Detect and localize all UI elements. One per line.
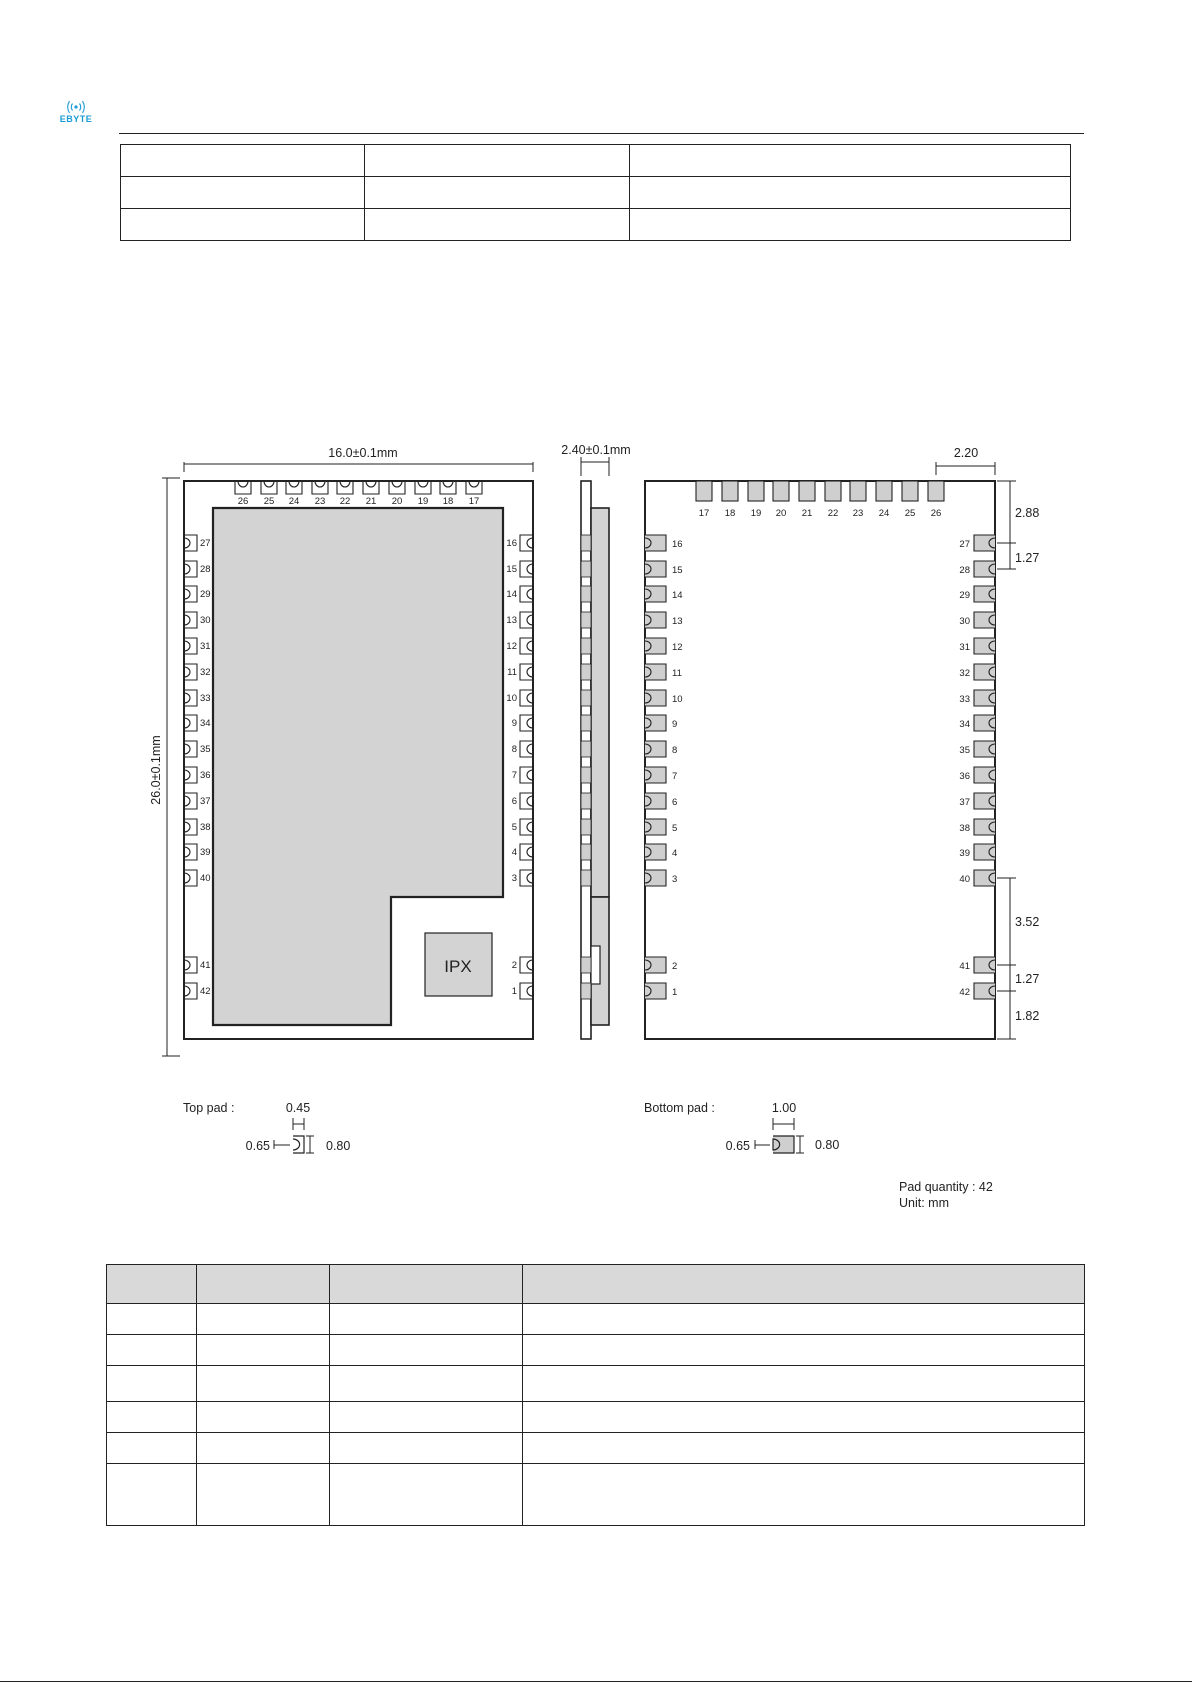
side-pad <box>581 844 591 860</box>
bottom-pad-height: 0.80 <box>815 1138 840 1152</box>
pin-label: 19 <box>750 508 762 519</box>
side-pad <box>581 535 591 551</box>
side-pad <box>581 715 591 731</box>
pin-label: 13 <box>506 615 517 626</box>
pin-label: 11 <box>507 667 517 678</box>
pin-label: 16 <box>672 539 683 550</box>
bottom-pad <box>902 481 918 501</box>
table-row <box>121 145 1071 177</box>
brand-name: EBYTE <box>59 114 93 124</box>
side-pad <box>581 664 591 680</box>
pin-label: 15 <box>672 565 683 576</box>
spec-table-top <box>120 144 1071 241</box>
pin-label: 20 <box>391 496 403 507</box>
bottom-right-pad <box>974 819 995 835</box>
side-pad <box>581 767 591 783</box>
pin-label: 17 <box>698 508 710 519</box>
pin-label: 39 <box>959 848 970 859</box>
bottom-pad <box>722 481 738 501</box>
edge-offset-dimension: 2.20 <box>953 446 979 460</box>
bottom-left-pad <box>645 664 666 680</box>
pin-label: 10 <box>506 693 517 704</box>
pin-label: 21 <box>801 508 813 519</box>
bottom-left-pad <box>645 715 666 731</box>
side-pad <box>581 957 591 973</box>
pin-label: 3 <box>672 874 678 885</box>
pitch-dimension: 1.27 <box>1015 551 1040 565</box>
pin-label: 9 <box>672 719 678 730</box>
module-dimension-drawing <box>0 430 1192 1220</box>
pin-label: 31 <box>959 642 970 653</box>
bottom-pad <box>696 481 712 501</box>
bottom-right-pad <box>974 767 995 783</box>
pin-label: 41 <box>200 960 211 971</box>
pin-label: 5 <box>511 822 517 833</box>
bottom-pad <box>850 481 866 501</box>
bottom-view <box>645 446 1039 1039</box>
bottom-left-pad <box>645 638 666 654</box>
bottom-pad <box>825 481 841 501</box>
table-row <box>107 1366 1085 1402</box>
bottom-right-pad <box>974 612 995 628</box>
pin-label: 9 <box>511 718 517 729</box>
side-pad <box>581 612 591 628</box>
bottom-pad-length: 0.65 <box>725 1139 750 1153</box>
pin-label: 42 <box>959 987 970 998</box>
bottom-right-pad <box>974 690 995 706</box>
top-view <box>149 446 533 1056</box>
table-row <box>107 1304 1085 1335</box>
pin-label: 34 <box>200 718 211 729</box>
pin-definition-table <box>106 1264 1085 1526</box>
top-offset-dimension: 2.88 <box>1015 506 1040 520</box>
pin-label: 31 <box>200 641 211 652</box>
pin-label: 28 <box>959 565 970 576</box>
pin-label: 14 <box>672 590 683 601</box>
pin-label: 29 <box>959 590 970 601</box>
bottom-pad <box>799 481 815 501</box>
bottom-right-pad <box>974 664 995 680</box>
bottom-left-pad <box>645 983 666 999</box>
pin-label: 6 <box>511 796 517 807</box>
footer-divider <box>0 1681 1192 1682</box>
pin-label: 35 <box>959 745 970 756</box>
top-pad-shape <box>293 1136 304 1153</box>
pin-label: 32 <box>200 667 211 678</box>
module-outline-bottom <box>645 481 995 1039</box>
pin-label: 38 <box>200 822 211 833</box>
pin-label: 14 <box>506 589 517 600</box>
table-row <box>121 209 1071 241</box>
side-pad <box>581 983 591 999</box>
pin-label: 22 <box>339 496 351 507</box>
pin-label: 28 <box>200 564 211 575</box>
pin-label: 40 <box>959 874 970 885</box>
table-row <box>107 1402 1085 1433</box>
pin-label: 25 <box>904 508 916 519</box>
pin-label: 37 <box>959 797 970 808</box>
pin-label: 12 <box>672 642 683 653</box>
height-dimension: 26.0±0.1mm <box>149 735 163 805</box>
pin-label: 8 <box>511 744 517 755</box>
ebyte-logo <box>52 100 100 128</box>
pin-label: 18 <box>442 496 454 507</box>
top-pad-width: 0.45 <box>285 1101 311 1115</box>
bottom-pad <box>773 481 789 501</box>
pin-label: 33 <box>200 693 211 704</box>
top-pad-label: Top pad : <box>183 1101 235 1115</box>
pin-label: 5 <box>672 823 678 834</box>
pin-label: 36 <box>959 771 970 782</box>
thickness-dimension: 2.40±0.1mm <box>561 443 631 457</box>
table-row <box>107 1464 1085 1526</box>
header-divider <box>119 133 1084 134</box>
pin-label: 20 <box>775 508 787 519</box>
bottom-left-pad <box>645 690 666 706</box>
pin-label: 37 <box>200 796 211 807</box>
pin-label: 2 <box>511 960 517 971</box>
pin-label: 27 <box>959 539 970 550</box>
bottom-right-pad <box>974 844 995 860</box>
pin-label: 34 <box>959 719 970 730</box>
bottom-left-pad <box>645 586 666 602</box>
side-pad <box>581 793 591 809</box>
table-row <box>107 1335 1085 1366</box>
side-pad <box>581 870 591 886</box>
pin-label: 23 <box>852 508 864 519</box>
pin-label: 10 <box>672 694 683 705</box>
pin-label: 18 <box>724 508 736 519</box>
shield-profile <box>591 508 609 897</box>
pin-label: 12 <box>506 641 517 652</box>
pin-label: 1 <box>672 987 678 998</box>
pin-label: 30 <box>200 615 211 626</box>
wireless-signal-icon <box>64 100 88 114</box>
pin-label: 2 <box>672 961 678 972</box>
pin-label: 36 <box>200 770 211 781</box>
pin-label: 7 <box>511 770 517 781</box>
pin-label: 29 <box>200 589 211 600</box>
bottom-left-pad <box>645 767 666 783</box>
gap-dimension: 3.52 <box>1015 915 1040 929</box>
pin-label: 17 <box>468 496 480 507</box>
side-pad <box>581 638 591 654</box>
bottom-left-pad <box>645 819 666 835</box>
bottom-left-pad <box>645 535 666 551</box>
bottom-left-pad <box>645 561 666 577</box>
pin-label: 35 <box>200 744 211 755</box>
bottom-pad <box>748 481 764 501</box>
bottom-right-pad <box>974 957 995 973</box>
side-pad <box>581 741 591 757</box>
pin-label: 22 <box>827 508 839 519</box>
table-header-row <box>107 1265 1085 1304</box>
bottom-offset-dimension: 1.82 <box>1015 1009 1040 1023</box>
pin-label: 26 <box>237 496 249 507</box>
pin-label: 41 <box>959 961 970 972</box>
pin-label: 38 <box>959 823 970 834</box>
pin-label: 25 <box>263 496 275 507</box>
bottom-right-pad <box>974 715 995 731</box>
width-dimension: 16.0±0.1mm <box>328 446 398 460</box>
pin-label: 19 <box>417 496 429 507</box>
pin-label: 24 <box>878 508 890 519</box>
pin-label: 15 <box>506 564 517 575</box>
side-pad <box>581 819 591 835</box>
bottom-left-pad <box>645 793 666 809</box>
pin-label: 30 <box>959 616 970 627</box>
bottom-right-pad <box>974 870 995 886</box>
bottom-right-pad <box>974 638 995 654</box>
pad-details <box>183 1101 993 1210</box>
pin-label: 1 <box>511 986 517 997</box>
pin-label: 13 <box>672 616 683 627</box>
pad-quantity-note: Pad quantity : 42 <box>899 1180 993 1194</box>
bottom-pad <box>928 481 944 501</box>
pin-label: 24 <box>288 496 300 507</box>
pin-label: 39 <box>200 847 211 858</box>
bottom-left-pad <box>645 957 666 973</box>
side-view <box>561 443 630 1039</box>
bottom-right-pad <box>974 793 995 809</box>
pin-label: 26 <box>930 508 942 519</box>
bottom-right-pad <box>974 535 995 551</box>
side-pad <box>581 561 591 577</box>
pin-label: 42 <box>200 986 211 997</box>
pin-label: 4 <box>672 848 678 859</box>
ipx-profile <box>591 946 600 984</box>
pin-label: 8 <box>672 745 678 756</box>
ipx-label: IPX <box>444 957 472 976</box>
bottom-pad-shape <box>773 1136 794 1153</box>
bottom-right-pad <box>974 561 995 577</box>
pin-label: 23 <box>314 496 326 507</box>
pin-label: 4 <box>511 847 517 858</box>
pin-label: 16 <box>506 538 517 549</box>
pin-label: 33 <box>959 694 970 705</box>
side-pad <box>581 690 591 706</box>
bottom-right-pad <box>974 586 995 602</box>
bottom-left-pad <box>645 741 666 757</box>
bottom-left-pad <box>645 870 666 886</box>
table-row <box>121 177 1071 209</box>
unit-note: Unit: mm <box>899 1196 949 1210</box>
top-pad-height: 0.80 <box>326 1139 351 1153</box>
table-row <box>107 1433 1085 1464</box>
pin-label: 7 <box>672 771 678 782</box>
pin-label: 27 <box>200 538 211 549</box>
bottom-right-pad <box>974 983 995 999</box>
pin-label: 21 <box>365 496 377 507</box>
pin-label: 32 <box>959 668 970 679</box>
bottom-pad-label: Bottom pad : <box>644 1101 715 1115</box>
top-pad-length: 0.65 <box>245 1139 270 1153</box>
pin-label: 40 <box>200 873 211 884</box>
bottom-pad <box>876 481 892 501</box>
bottom-right-pad <box>974 741 995 757</box>
bottom-left-pad <box>645 844 666 860</box>
pitch-dimension-2: 1.27 <box>1015 972 1040 986</box>
pin-label: 6 <box>672 797 678 808</box>
side-pad <box>581 586 591 602</box>
pin-label: 3 <box>511 873 517 884</box>
bottom-pad-width: 1.00 <box>771 1101 797 1115</box>
bottom-left-pad <box>645 612 666 628</box>
pin-label: 11 <box>672 668 682 679</box>
